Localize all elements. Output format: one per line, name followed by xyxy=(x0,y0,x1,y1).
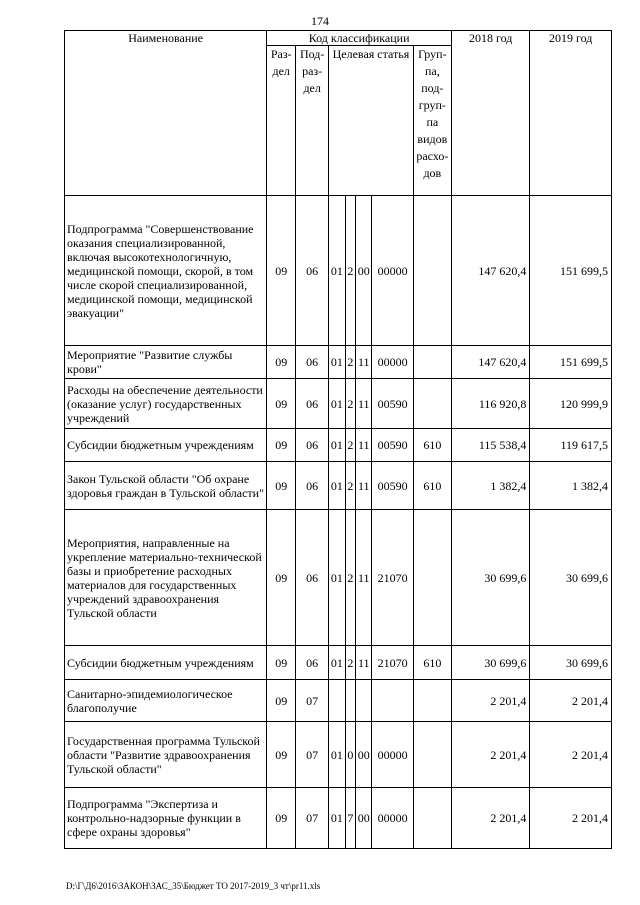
row-podrazdel: 06 xyxy=(296,429,329,462)
row-event: 11 xyxy=(355,510,372,646)
row-value-2018: 116 920,8 xyxy=(451,379,529,429)
row-name: Закон Тульской области "Об охране здоровья граждан в Тульской области" xyxy=(65,462,267,510)
row-program: 01 xyxy=(329,722,346,788)
header-razdel: Раз-дел xyxy=(267,46,296,196)
row-subprogram: 2 xyxy=(345,196,355,346)
row-direction: 00000 xyxy=(372,722,413,788)
row-subprogram: 7 xyxy=(345,788,355,849)
row-podrazdel: 06 xyxy=(296,346,329,379)
row-program: 01 xyxy=(329,196,346,346)
row-podrazdel: 07 xyxy=(296,680,329,722)
row-direction: 00000 xyxy=(372,196,413,346)
row-value-2018: 147 620,4 xyxy=(451,346,529,379)
row-subprogram: 2 xyxy=(345,510,355,646)
row-direction: 21070 xyxy=(372,646,413,680)
row-event: 00 xyxy=(355,196,372,346)
row-podrazdel: 06 xyxy=(296,646,329,680)
header-2018: 2018 год xyxy=(451,31,529,196)
row-value-2019: 2 201,4 xyxy=(530,788,612,849)
header-gruppa: Груп-па, под-груп-па видов расхо-дов xyxy=(413,46,451,196)
budget-table xyxy=(64,30,612,849)
header-name: Наименование xyxy=(65,31,267,196)
row-program: 01 xyxy=(329,346,346,379)
row-program: 01 xyxy=(329,379,346,429)
row-value-2018: 2 201,4 xyxy=(451,788,529,849)
row-event: 11 xyxy=(355,346,372,379)
header-podrazdel: Под-раз-дел xyxy=(296,46,329,196)
row-value-2018: 30 699,6 xyxy=(451,646,529,680)
row-value-2018: 115 538,4 xyxy=(451,429,529,462)
header-celevaya: Целевая статья xyxy=(329,46,414,196)
file-path-footer: D:\Г\Д6\2016\ЗАКОН\ЗАС_35\Бюджет ТО 2017-2019_3 чт\pr11.xls xyxy=(66,881,321,891)
row-name: Субсидии бюджетным учреждениям xyxy=(65,429,267,462)
row-event: 11 xyxy=(355,429,372,462)
row-direction: 00000 xyxy=(372,346,413,379)
row-value-2019: 30 699,6 xyxy=(530,510,612,646)
row-event: 11 xyxy=(355,379,372,429)
row-name: Субсидии бюджетным учреждениям xyxy=(65,646,267,680)
table-row xyxy=(65,510,612,646)
header-2019: 2019 год xyxy=(530,31,612,196)
row-direction: 00590 xyxy=(372,462,413,510)
row-event: 11 xyxy=(355,462,372,510)
row-event: 00 xyxy=(355,722,372,788)
row-subprogram: 0 xyxy=(345,722,355,788)
row-name: Санитарно-эпидемиологическое благополучие xyxy=(65,680,267,722)
row-program: 01 xyxy=(329,462,346,510)
table-row xyxy=(65,196,612,346)
row-direction: 21070 xyxy=(372,510,413,646)
row-podrazdel: 06 xyxy=(296,196,329,346)
row-subprogram: 2 xyxy=(345,346,355,379)
row-value-2018: 147 620,4 xyxy=(451,196,529,346)
row-group xyxy=(413,346,451,379)
row-group xyxy=(413,510,451,646)
row-subprogram: 2 xyxy=(345,429,355,462)
row-subprogram xyxy=(345,680,355,722)
row-value-2019: 119 617,5 xyxy=(530,429,612,462)
row-name: Мероприятия, направленные на укрепление материально-технической базы и приобретение расходных материалов для государственных учреждений здравоохранения Тульской области xyxy=(65,510,267,646)
row-razdel: 09 xyxy=(267,429,296,462)
row-podrazdel: 07 xyxy=(296,722,329,788)
row-group: 610 xyxy=(413,646,451,680)
row-razdel: 09 xyxy=(267,462,296,510)
row-value-2019: 1 382,4 xyxy=(530,462,612,510)
row-razdel: 09 xyxy=(267,722,296,788)
row-direction: 00000 xyxy=(372,788,413,849)
row-subprogram: 2 xyxy=(345,646,355,680)
row-direction: 00590 xyxy=(372,429,413,462)
row-value-2018: 2 201,4 xyxy=(451,722,529,788)
row-value-2019: 151 699,5 xyxy=(530,196,612,346)
row-program: 01 xyxy=(329,646,346,680)
row-event: 00 xyxy=(355,788,372,849)
row-event: 11 xyxy=(355,646,372,680)
table-row xyxy=(65,379,612,429)
row-razdel: 09 xyxy=(267,646,296,680)
table-row xyxy=(65,429,612,462)
row-group: 610 xyxy=(413,429,451,462)
row-group xyxy=(413,722,451,788)
row-name: Мероприятие "Развитие службы крови" xyxy=(65,346,267,379)
row-group xyxy=(413,680,451,722)
page-number: 174 xyxy=(311,14,329,28)
table-row xyxy=(65,646,612,680)
row-program: 01 xyxy=(329,510,346,646)
row-name: Расходы на обеспечение деятельности (оказание услуг) государственных учреждений xyxy=(65,379,267,429)
row-direction xyxy=(372,680,413,722)
row-group: 610 xyxy=(413,462,451,510)
row-subprogram: 2 xyxy=(345,462,355,510)
row-razdel: 09 xyxy=(267,680,296,722)
row-group xyxy=(413,196,451,346)
row-direction: 00590 xyxy=(372,379,413,429)
row-podrazdel: 06 xyxy=(296,462,329,510)
row-program xyxy=(329,680,346,722)
row-podrazdel: 06 xyxy=(296,379,329,429)
row-razdel: 09 xyxy=(267,379,296,429)
row-program: 01 xyxy=(329,429,346,462)
row-razdel: 09 xyxy=(267,346,296,379)
row-razdel: 09 xyxy=(267,788,296,849)
row-razdel: 09 xyxy=(267,196,296,346)
table-row xyxy=(65,462,612,510)
row-podrazdel: 06 xyxy=(296,510,329,646)
header-code: Код классификации xyxy=(267,31,452,46)
row-name: Подпрограмма "Совершенствование оказания специализированной, включая высокотехнологичную, медицинской помощи, скорой, в том числе скорой специализированной, медицинской помощи, медицинской эвакуации" xyxy=(65,196,267,346)
row-podrazdel: 07 xyxy=(296,788,329,849)
row-group xyxy=(413,788,451,849)
table-row xyxy=(65,788,612,849)
row-value-2018: 2 201,4 xyxy=(451,680,529,722)
row-value-2019: 30 699,6 xyxy=(530,646,612,680)
row-name: Государственная программа Тульской области "Развитие здравоохранения Тульской области" xyxy=(65,722,267,788)
table-row xyxy=(65,680,612,722)
row-value-2019: 2 201,4 xyxy=(530,722,612,788)
row-subprogram: 2 xyxy=(345,379,355,429)
row-value-2018: 30 699,6 xyxy=(451,510,529,646)
row-group xyxy=(413,379,451,429)
row-event xyxy=(355,680,372,722)
row-value-2019: 151 699,5 xyxy=(530,346,612,379)
row-name: Подпрограмма "Экспертиза и контрольно-надзорные функции в сфере охраны здоровья" xyxy=(65,788,267,849)
row-program: 01 xyxy=(329,788,346,849)
row-value-2018: 1 382,4 xyxy=(451,462,529,510)
table-row xyxy=(65,346,612,379)
table-row xyxy=(65,722,612,788)
row-razdel: 09 xyxy=(267,510,296,646)
row-value-2019: 2 201,4 xyxy=(530,680,612,722)
row-value-2019: 120 999,9 xyxy=(530,379,612,429)
